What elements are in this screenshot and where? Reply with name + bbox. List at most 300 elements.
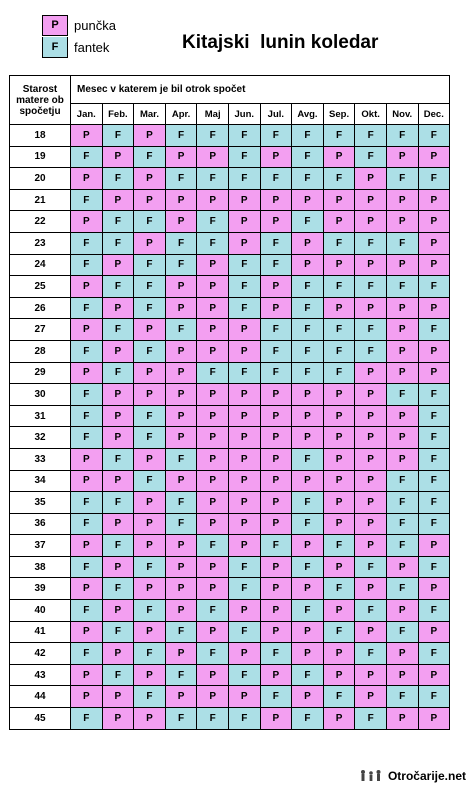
gender-cell: P xyxy=(323,492,355,514)
gender-cell: P xyxy=(102,643,134,665)
gender-cell: F xyxy=(418,448,450,470)
gender-cell: F xyxy=(386,168,418,190)
gender-cell: P xyxy=(102,427,134,449)
age-cell: 38 xyxy=(10,556,71,578)
age-cell: 27 xyxy=(10,319,71,341)
gender-cell: P xyxy=(71,470,103,492)
gender-cell: P xyxy=(323,189,355,211)
gender-cell: P xyxy=(228,492,260,514)
gender-cell: F xyxy=(165,664,197,686)
gender-cell: F xyxy=(292,492,324,514)
gender-cell: P xyxy=(323,146,355,168)
gender-cell: F xyxy=(292,168,324,190)
gender-cell: F xyxy=(134,254,166,276)
gender-cell: F xyxy=(165,319,197,341)
gender-cell: P xyxy=(102,513,134,535)
gender-cell: F xyxy=(134,427,166,449)
age-cell: 33 xyxy=(10,448,71,470)
gender-cell: P xyxy=(228,319,260,341)
gender-cell: F xyxy=(418,492,450,514)
gender-cell: F xyxy=(165,254,197,276)
gender-cell: P xyxy=(355,513,387,535)
table-row xyxy=(10,232,450,254)
gender-cell: F xyxy=(102,492,134,514)
gender-cell: F xyxy=(134,470,166,492)
gender-cell: F xyxy=(102,232,134,254)
gender-cell: P xyxy=(134,448,166,470)
gender-cell: P xyxy=(292,232,324,254)
age-cell: 43 xyxy=(10,664,71,686)
gender-cell: F xyxy=(197,168,229,190)
month-header-cell: Apr. xyxy=(165,104,197,125)
gender-cell: F xyxy=(134,297,166,319)
gender-cell: P xyxy=(165,600,197,622)
gender-cell: F xyxy=(260,319,292,341)
gender-cell: F xyxy=(165,621,197,643)
gender-cell: P xyxy=(355,384,387,406)
gender-cell: P xyxy=(102,146,134,168)
gender-cell: P xyxy=(323,448,355,470)
gender-cell: F xyxy=(323,578,355,600)
gender-cell: P xyxy=(418,664,450,686)
gender-cell: F xyxy=(102,125,134,147)
gender-cell: F xyxy=(71,297,103,319)
gender-cell: P xyxy=(134,232,166,254)
gender-cell: P xyxy=(260,578,292,600)
gender-cell: P xyxy=(260,384,292,406)
gender-cell: P xyxy=(165,578,197,600)
month-header-cell: Sep. xyxy=(323,104,355,125)
gender-cell: P xyxy=(355,189,387,211)
gender-cell: P xyxy=(292,578,324,600)
age-cell: 23 xyxy=(10,232,71,254)
table-row xyxy=(10,686,450,708)
gender-cell: P xyxy=(260,556,292,578)
gender-cell: F xyxy=(292,600,324,622)
gender-cell: F xyxy=(228,621,260,643)
legend xyxy=(42,14,116,58)
gender-cell: P xyxy=(260,621,292,643)
gender-cell: P xyxy=(71,319,103,341)
gender-cell: F xyxy=(134,556,166,578)
gender-cell: F xyxy=(260,232,292,254)
gender-cell: P xyxy=(260,708,292,730)
gender-cell: F xyxy=(386,535,418,557)
gender-cell: P xyxy=(323,513,355,535)
gender-cell: P xyxy=(355,535,387,557)
gender-cell: F xyxy=(260,535,292,557)
gender-cell: F xyxy=(102,621,134,643)
gender-cell: P xyxy=(197,470,229,492)
gender-cell: P xyxy=(418,211,450,233)
gender-cell: P xyxy=(134,708,166,730)
table-row xyxy=(10,708,450,730)
gender-cell: P xyxy=(292,254,324,276)
gender-cell: F xyxy=(134,340,166,362)
age-cell: 41 xyxy=(10,621,71,643)
gender-cell: P xyxy=(228,405,260,427)
gender-cell: F xyxy=(102,448,134,470)
gender-cell: F xyxy=(134,405,166,427)
gender-cell: F xyxy=(355,340,387,362)
gender-cell: P xyxy=(165,384,197,406)
gender-cell: F xyxy=(323,621,355,643)
table-row xyxy=(10,492,450,514)
gender-cell: F xyxy=(165,168,197,190)
gender-cell: P xyxy=(228,448,260,470)
legend-swatch-girl: P xyxy=(42,15,68,36)
gender-cell: F xyxy=(418,686,450,708)
footer-brand-text: Otročarije.net xyxy=(387,769,466,783)
gender-cell: F xyxy=(102,168,134,190)
gender-cell: F xyxy=(228,276,260,298)
gender-cell: P xyxy=(418,578,450,600)
gender-cell: F xyxy=(165,232,197,254)
gender-cell: F xyxy=(355,556,387,578)
gender-cell: P xyxy=(165,470,197,492)
gender-cell: F xyxy=(386,492,418,514)
gender-cell: P xyxy=(355,470,387,492)
gender-cell: P xyxy=(228,513,260,535)
gender-cell: P xyxy=(260,276,292,298)
gender-cell: P xyxy=(355,211,387,233)
gender-cell: P xyxy=(197,664,229,686)
legend-swatch-boy: F xyxy=(42,37,68,58)
gender-cell: P xyxy=(292,535,324,557)
gender-cell: F xyxy=(292,297,324,319)
gender-cell: P xyxy=(134,621,166,643)
gender-cell: P xyxy=(260,600,292,622)
gender-cell: P xyxy=(71,686,103,708)
gender-cell: F xyxy=(260,254,292,276)
gender-cell: P xyxy=(386,189,418,211)
gender-cell: P xyxy=(355,492,387,514)
gender-cell: P xyxy=(228,340,260,362)
gender-cell: P xyxy=(418,189,450,211)
gender-cell: F xyxy=(71,384,103,406)
gender-cell: F xyxy=(134,211,166,233)
gender-cell: P xyxy=(71,362,103,384)
gender-cell: F xyxy=(292,556,324,578)
table-row xyxy=(10,297,450,319)
gender-cell: P xyxy=(71,211,103,233)
gender-cell: P xyxy=(260,405,292,427)
gender-cell: F xyxy=(386,578,418,600)
gender-cell: P xyxy=(260,211,292,233)
gender-cell: P xyxy=(228,643,260,665)
age-cell: 34 xyxy=(10,470,71,492)
gender-cell: P xyxy=(323,211,355,233)
table-row xyxy=(10,319,450,341)
gender-cell: P xyxy=(71,448,103,470)
gender-cell: P xyxy=(260,664,292,686)
age-cell: 32 xyxy=(10,427,71,449)
gender-cell: P xyxy=(323,384,355,406)
gender-cell: P xyxy=(197,621,229,643)
gender-cell: F xyxy=(71,427,103,449)
table-row xyxy=(10,340,450,362)
gender-cell: F xyxy=(260,168,292,190)
gender-cell: P xyxy=(323,470,355,492)
gender-cell: P xyxy=(260,513,292,535)
gender-cell: P xyxy=(355,168,387,190)
age-cell: 28 xyxy=(10,340,71,362)
gender-cell: P xyxy=(102,405,134,427)
gender-cell: P xyxy=(418,146,450,168)
month-header-cell: Okt. xyxy=(355,104,387,125)
gender-cell: P xyxy=(134,125,166,147)
gender-cell: F xyxy=(228,125,260,147)
table-row xyxy=(10,168,450,190)
gender-cell: P xyxy=(228,211,260,233)
gender-cell: F xyxy=(355,600,387,622)
table-row xyxy=(10,535,450,557)
gender-cell: F xyxy=(355,708,387,730)
gender-cell: F xyxy=(260,340,292,362)
gender-cell: P xyxy=(165,556,197,578)
gender-cell: P xyxy=(102,470,134,492)
gender-cell: P xyxy=(197,189,229,211)
gender-cell: F xyxy=(134,276,166,298)
gender-cell: F xyxy=(292,146,324,168)
table-row xyxy=(10,470,450,492)
gender-cell: F xyxy=(386,513,418,535)
age-cell: 31 xyxy=(10,405,71,427)
gender-cell: P xyxy=(355,427,387,449)
gender-cell: F xyxy=(71,556,103,578)
gender-cell: F xyxy=(165,125,197,147)
gender-cell: P xyxy=(165,297,197,319)
gender-cell: F xyxy=(197,708,229,730)
table-row xyxy=(10,146,450,168)
gender-cell: P xyxy=(228,686,260,708)
gender-cell: F xyxy=(386,621,418,643)
gender-cell: P xyxy=(355,686,387,708)
gender-cell: P xyxy=(165,189,197,211)
gender-cell: F xyxy=(260,643,292,665)
gender-cell: P xyxy=(165,427,197,449)
gender-cell: F xyxy=(418,276,450,298)
age-cell: 45 xyxy=(10,708,71,730)
gender-cell: F xyxy=(102,362,134,384)
gender-cell: P xyxy=(71,276,103,298)
gender-cell: P xyxy=(102,556,134,578)
children-icon xyxy=(358,769,384,783)
gender-cell: P xyxy=(197,556,229,578)
gender-cell: P xyxy=(292,384,324,406)
month-header-cell: Jun. xyxy=(228,104,260,125)
gender-cell: F xyxy=(134,146,166,168)
gender-cell: P xyxy=(228,232,260,254)
gender-cell: F xyxy=(71,513,103,535)
gender-cell: F xyxy=(71,340,103,362)
legend-item-boy xyxy=(42,36,116,58)
gender-cell: P xyxy=(71,535,103,557)
gender-cell: P xyxy=(71,578,103,600)
gender-cell: P xyxy=(386,297,418,319)
gender-cell: F xyxy=(355,319,387,341)
age-cell: 44 xyxy=(10,686,71,708)
gender-cell: P xyxy=(386,405,418,427)
age-cell: 24 xyxy=(10,254,71,276)
gender-cell: F xyxy=(292,211,324,233)
gender-cell: P xyxy=(165,146,197,168)
gender-cell: F xyxy=(418,556,450,578)
gender-cell: P xyxy=(197,686,229,708)
gender-cell: F xyxy=(418,405,450,427)
table-row xyxy=(10,125,450,147)
gender-cell: P xyxy=(386,319,418,341)
gender-cell: F xyxy=(323,535,355,557)
gender-cell: P xyxy=(102,686,134,708)
gender-cell: F xyxy=(418,470,450,492)
gender-cell: F xyxy=(418,427,450,449)
gender-cell: F xyxy=(418,125,450,147)
gender-cell: F xyxy=(355,146,387,168)
gender-cell: F xyxy=(102,276,134,298)
gender-cell: F xyxy=(323,319,355,341)
age-cell: 37 xyxy=(10,535,71,557)
month-header-cell: Nov. xyxy=(386,104,418,125)
gender-cell: F xyxy=(165,513,197,535)
gender-cell: F xyxy=(71,146,103,168)
month-header-cell: Feb. xyxy=(102,104,134,125)
gender-cell: P xyxy=(260,297,292,319)
table-row xyxy=(10,362,450,384)
gender-cell: F xyxy=(71,643,103,665)
gender-cell: P xyxy=(102,254,134,276)
gender-cell: F xyxy=(228,146,260,168)
gender-cell: F xyxy=(386,384,418,406)
gender-cell: P xyxy=(134,362,166,384)
gender-cell: P xyxy=(418,232,450,254)
gender-cell: F xyxy=(134,600,166,622)
gender-cell: P xyxy=(323,664,355,686)
gender-cell: P xyxy=(292,686,324,708)
gender-cell: F xyxy=(228,254,260,276)
month-header-cell: Mar. xyxy=(134,104,166,125)
gender-cell: F xyxy=(228,168,260,190)
month-header-cell: Avg. xyxy=(292,104,324,125)
gender-cell: P xyxy=(134,189,166,211)
gender-cell: P xyxy=(386,340,418,362)
table-header-row xyxy=(10,76,450,104)
gender-cell: F xyxy=(260,686,292,708)
age-cell: 29 xyxy=(10,362,71,384)
gender-cell: F xyxy=(323,168,355,190)
gender-cell: P xyxy=(228,427,260,449)
gender-cell: P xyxy=(165,686,197,708)
age-cell: 26 xyxy=(10,297,71,319)
gender-cell: P xyxy=(355,405,387,427)
gender-cell: P xyxy=(386,664,418,686)
table-row xyxy=(10,254,450,276)
gender-cell: P xyxy=(260,427,292,449)
gender-cell: F xyxy=(71,600,103,622)
gender-cell: F xyxy=(418,319,450,341)
gender-cell: F xyxy=(292,708,324,730)
gender-cell: F xyxy=(323,125,355,147)
gender-cell: P xyxy=(134,384,166,406)
age-cell: 22 xyxy=(10,211,71,233)
gender-cell: P xyxy=(228,384,260,406)
gender-cell: F xyxy=(355,276,387,298)
gender-cell: P xyxy=(197,405,229,427)
gender-cell: P xyxy=(71,168,103,190)
gender-cell: F xyxy=(197,232,229,254)
table-row xyxy=(10,513,450,535)
gender-cell: P xyxy=(292,427,324,449)
gender-cell: F xyxy=(386,276,418,298)
age-cell: 19 xyxy=(10,146,71,168)
table-row xyxy=(10,600,450,622)
gender-cell: P xyxy=(386,708,418,730)
gender-cell: P xyxy=(323,600,355,622)
gender-cell: P xyxy=(386,600,418,622)
chinese-lunar-calendar-table xyxy=(9,75,450,730)
gender-cell: F xyxy=(197,643,229,665)
gender-cell: F xyxy=(71,189,103,211)
gender-cell: P xyxy=(386,448,418,470)
gender-cell: P xyxy=(134,578,166,600)
gender-cell: P xyxy=(197,578,229,600)
gender-cell: F xyxy=(71,232,103,254)
gender-cell: P xyxy=(165,276,197,298)
gender-cell: P xyxy=(355,664,387,686)
gender-cell: F xyxy=(197,600,229,622)
gender-cell: F xyxy=(418,643,450,665)
legend-item-girl xyxy=(42,14,116,36)
gender-cell: F xyxy=(71,254,103,276)
gender-cell: P xyxy=(355,448,387,470)
age-cell: 21 xyxy=(10,189,71,211)
gender-cell: F xyxy=(292,340,324,362)
gender-cell: F xyxy=(228,578,260,600)
gender-cell: P xyxy=(228,470,260,492)
gender-cell: P xyxy=(418,340,450,362)
gender-cell: F xyxy=(323,276,355,298)
gender-cell: P xyxy=(355,362,387,384)
gender-cell: F xyxy=(323,340,355,362)
gender-cell: P xyxy=(165,340,197,362)
gender-cell: P xyxy=(386,427,418,449)
gender-cell: F xyxy=(165,448,197,470)
gender-cell: F xyxy=(134,643,166,665)
gender-cell: F xyxy=(292,513,324,535)
table-row xyxy=(10,384,450,406)
gender-cell: F xyxy=(197,211,229,233)
gender-cell: P xyxy=(418,535,450,557)
gender-cell: P xyxy=(260,492,292,514)
gender-cell: F xyxy=(102,664,134,686)
gender-cell: P xyxy=(292,405,324,427)
gender-cell: P xyxy=(386,254,418,276)
age-column-header: Starost matere ob spočetju xyxy=(10,76,71,125)
gender-cell: P xyxy=(355,621,387,643)
gender-cell: F xyxy=(228,362,260,384)
age-cell: 39 xyxy=(10,578,71,600)
gender-cell: F xyxy=(323,232,355,254)
gender-cell: P xyxy=(292,621,324,643)
gender-cell: P xyxy=(386,556,418,578)
gender-cell: F xyxy=(418,513,450,535)
gender-cell: F xyxy=(418,600,450,622)
gender-cell: P xyxy=(228,535,260,557)
table-row xyxy=(10,189,450,211)
table-row xyxy=(10,578,450,600)
month-header-row xyxy=(10,104,450,125)
gender-cell: P xyxy=(102,189,134,211)
